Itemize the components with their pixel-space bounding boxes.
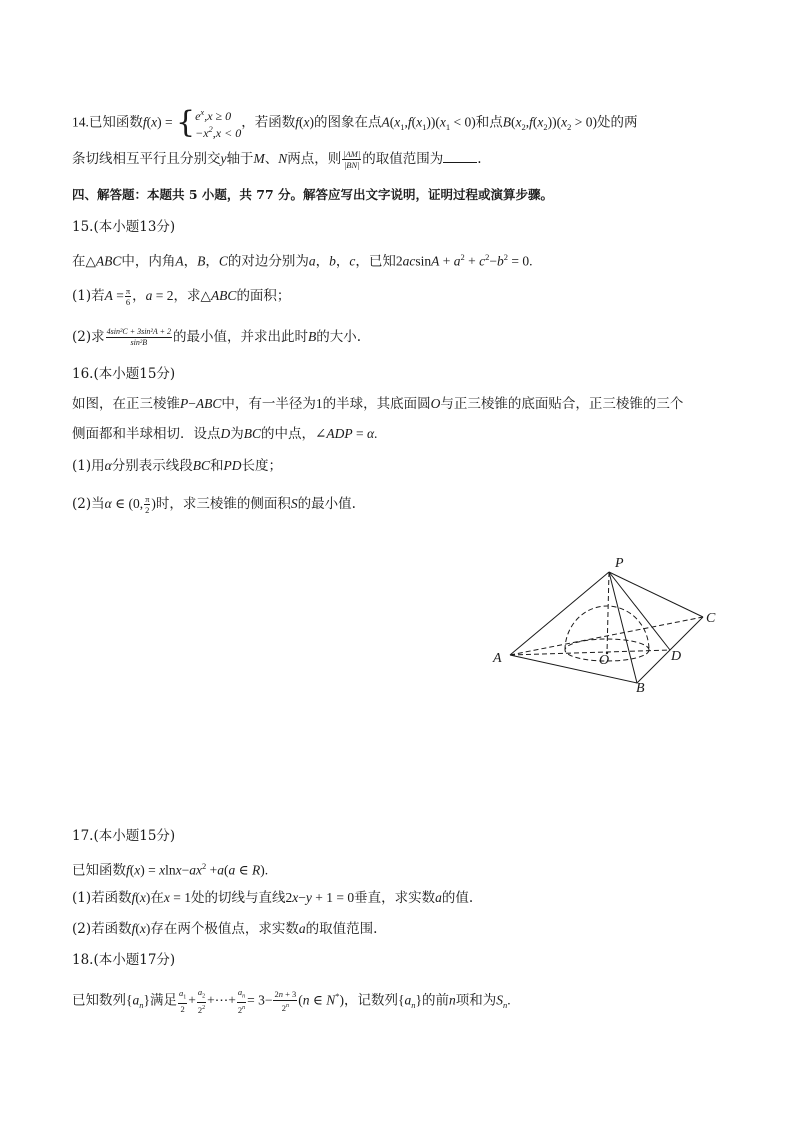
answer-blank	[443, 150, 477, 163]
q18-heading: 18.(本小题17分)	[72, 952, 176, 968]
q14-piecewise: {$e^x,x \ge 0$ $-x^2,x < 0$	[176, 105, 242, 140]
q16-stem-line2: 侧面都和半球相切．设点D为BC的中点，∠ADP = α.	[72, 426, 378, 442]
q14-number: 14.	[72, 114, 89, 130]
q15-stem: 在△ABC中，内角A，B，C的对边分别为a，b，c，已知$2acsinA + a^2 + c^2-b^2 = 0$.	[72, 252, 533, 270]
label-A: A	[493, 651, 502, 666]
q15-heading: 15.(本小题13分)	[72, 219, 176, 235]
q16-stem-line1: 如图，在正三棱锥P−ABC中，有一半径为1的半球，其底面圆O与正三棱锥的底面贴合，正三棱锥的三个	[72, 396, 684, 412]
segment-PO	[607, 572, 609, 653]
edge-AB	[510, 655, 637, 683]
q16-part2: (2)当α ∈ (0, $\frac{\pi}{2}$ )时，求三棱锥的侧面积S的最小值.	[72, 494, 356, 515]
q17-part1: (1)若函数f(x)在x = 1处的切线与直线2x−y + 1 = 0垂直，求实数a的值.	[72, 890, 474, 906]
q15-part2: (2)求 $\frac{\text{4sin²C + 3sin²A + 2}}{\text{sin²B}}$ 的最小值，并求出此时B的大小.	[72, 327, 362, 347]
label-B: B	[636, 681, 645, 696]
q17-stem: 已知函数$f(x) = xlnx-ax^2 +a(a$ ∈ R).	[72, 861, 269, 879]
label-P: P	[615, 556, 624, 571]
label-C: C	[706, 611, 716, 626]
q17-heading: 17.(本小题15分)	[72, 828, 176, 844]
edge-PB	[609, 572, 637, 683]
q16-part1: (1)用α分别表示线段BC和PD长度；	[72, 458, 282, 474]
q15-part1: (1)若A = $\frac{\pi}{6}$ ，a = 2，求△ABC的面积；	[72, 286, 291, 307]
q14-line1: 14.已知函数$f(x) = \{e^x,x \ge 0$ $-x^2,x < 0$，若函数f(x)的图象在点$A(x_1,f(x_1))(x_1 < 0)$和点$B(x_2,f(x_2))(x_2 > 0)$处的两	[72, 105, 638, 140]
edge-PA	[510, 572, 609, 655]
q18-stem: 已知数列$\{a_n\}$满足 $\frac{a_1}{2}$ + $\frac{a_2}{2^2}$ +⋯+ $\frac{a_n}{2^n}$ = 3− $\frac{2n + 3}{2^n}$ (n ∈ N*)，记数列$\{a_n\}$的前n项和为$S_n$.	[72, 987, 511, 1015]
q14-ratio-fraction: $\frac{|AM|}{|BN|}$	[343, 149, 361, 170]
q14-text: 已知函数	[88, 114, 143, 131]
label-D: D	[671, 649, 682, 664]
q15-expression-fraction: $\frac{\text{4sin²C + 3sin²A + 2}}{\text{sin²B}}$	[106, 327, 171, 347]
hemisphere-dome	[565, 606, 649, 650]
section-4-heading: 四、解答题：本题共 5 小题，共 77 分。解答应写出文字说明，证明过程或演算步骤。	[72, 187, 554, 202]
q14-fx: f	[142, 114, 147, 130]
q17-part2: (2)若函数f(x)存在两个极值点，求实数a的取值范围.	[72, 921, 378, 937]
label-O: O	[599, 653, 610, 668]
edge-PC	[609, 572, 703, 617]
pyramid-hemisphere-figure	[485, 550, 735, 700]
q16-heading: 16.(本小题15分)	[72, 366, 176, 382]
q14-line2: 条切线相互平行且分别交y轴于M、N两点，则 $\frac{|AM|}{|BN|}$ 的取值范围为 .	[72, 149, 482, 170]
edge-PD	[609, 572, 670, 650]
